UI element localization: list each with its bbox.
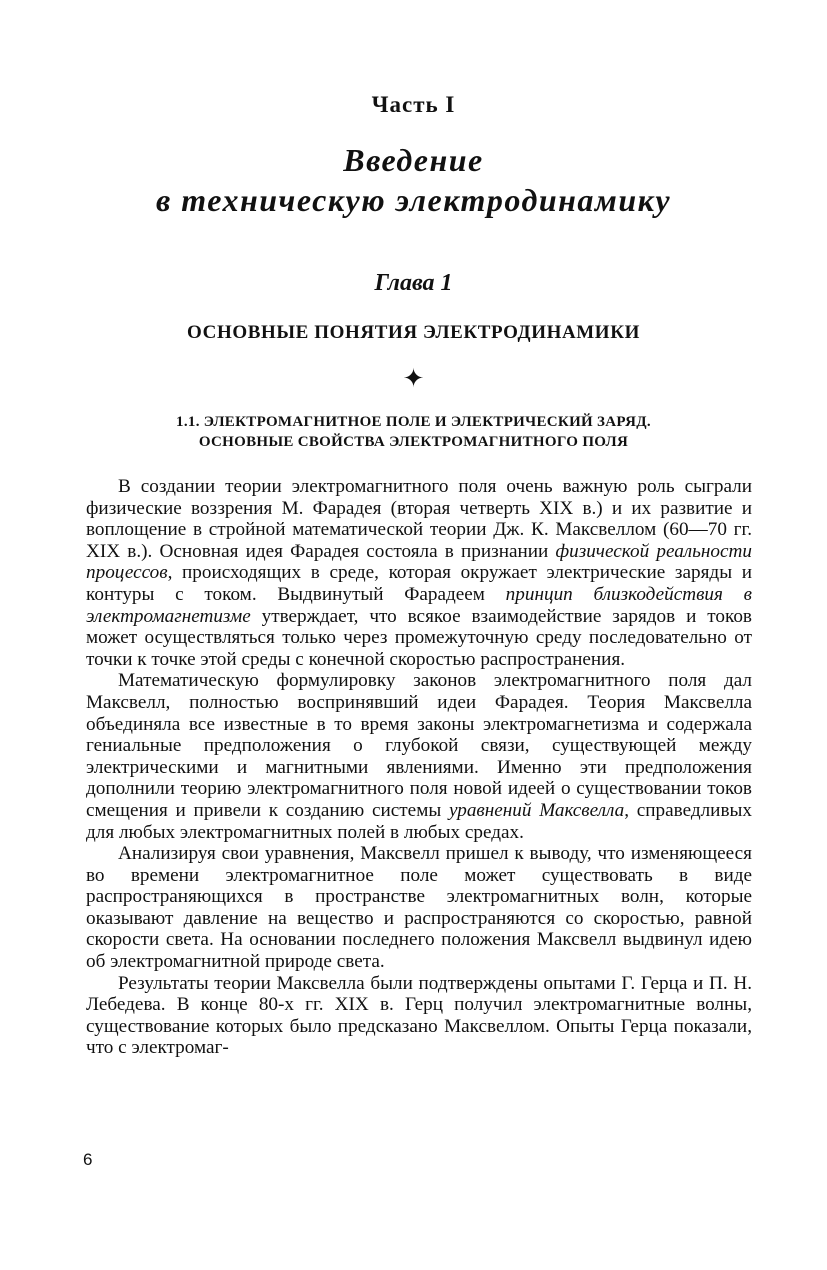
emphasis-text: уравнений Максвелла [448, 799, 625, 821]
section-heading-line-2: ОСНОВНЫЕ СВОЙСТВА ЭЛЕКТРОМАГНИТНОГО ПОЛЯ [198, 434, 629, 450]
paragraph-text: , справедливых для любых электромагнитных полей в любых средах. [86, 799, 753, 843]
emphasis-text: принцип близкодействия в электромагнетизме [86, 583, 752, 627]
paragraph-1 [86, 476, 752, 670]
paragraph-text: , происходящих в среде, которая окружает электрические заряды и контуры с током. Выдвинутый Фарадеем [86, 562, 752, 605]
paragraph-text: В создании теории электромагнитного поля очень важную роль сыграли физические воззрения М. Фарадея (вторая четверть XIX в.) и их развитие и воплощение в стройной математической теории Дж. К. Максвеллом (60—70 гг. XIX в.). Основная идея Фарадея состояла в признании [86, 476, 752, 562]
section-heading-line-1: 1.1. ЭЛЕКТРОМАГНИТНОЕ ПОЛЕ И ЭЛЕКТРИЧЕСКИЙ ЗАРЯД. [176, 414, 651, 430]
paragraph-text: Математическую формулировку законов электромагнитного поля дал Максвелл, полностью воспринявший идеи Фарадея. Теория Максвелла объединяла все известные в то время законы электромагнетизма и содержала гениальные предположения о глубокой связи, существующей между электрическими и магнитными явлениями. Именно эти предположения дополнили теорию электромагнитного поля новой идеей о существовании токов смещения и привели к созданию системы [86, 670, 752, 821]
chapter-label: Глава 1 [374, 270, 453, 296]
paragraph-2 [86, 670, 752, 843]
book-title [0, 140, 827, 220]
paragraph-text: утверждает, что всякое взаимодействие зарядов и токов может осуществляться только через промежуточную среду последовательно от точки к точке этой среды с конечной скоростью распространения. [86, 605, 752, 670]
section-heading [0, 412, 827, 452]
chapter-title: ОСНОВНЫЕ ПОНЯТИЯ ЭЛЕКТРОДИНАМИКИ [187, 322, 640, 343]
book-title-line-2: в техническую электродинамику [155, 182, 672, 218]
body-text [86, 476, 752, 1059]
star-ornament-icon: ✦ [402, 364, 425, 393]
book-title-line-1: Введение [343, 142, 484, 178]
paragraph-4: Результаты теории Максвелла были подтверждены опытами Г. Герца и П. Н. Лебедева. В конце 80-х гг. XIX в. Герц получил электромагнитные волны, существование которых было предсказано Максвеллом. Опыты Герца показали, что с электромаг- [86, 972, 752, 1059]
page-number: 6 [83, 1150, 93, 1169]
paragraph-3: Анализируя свои уравнения, Максвелл пришел к выводу, что изменяющееся во времени электромагнитное поле может существовать в виде распространяющихся в пространстве электромагнитных волн, которые оказывают давление на вещество и распространяются со скоростью, равной скорости света. На основании последнего положения Максвелл выдвинул идею об электромагнитной природе света. [86, 843, 752, 973]
part-title: Часть I [371, 92, 456, 117]
emphasis-text: физической реальности процессов [86, 540, 752, 584]
